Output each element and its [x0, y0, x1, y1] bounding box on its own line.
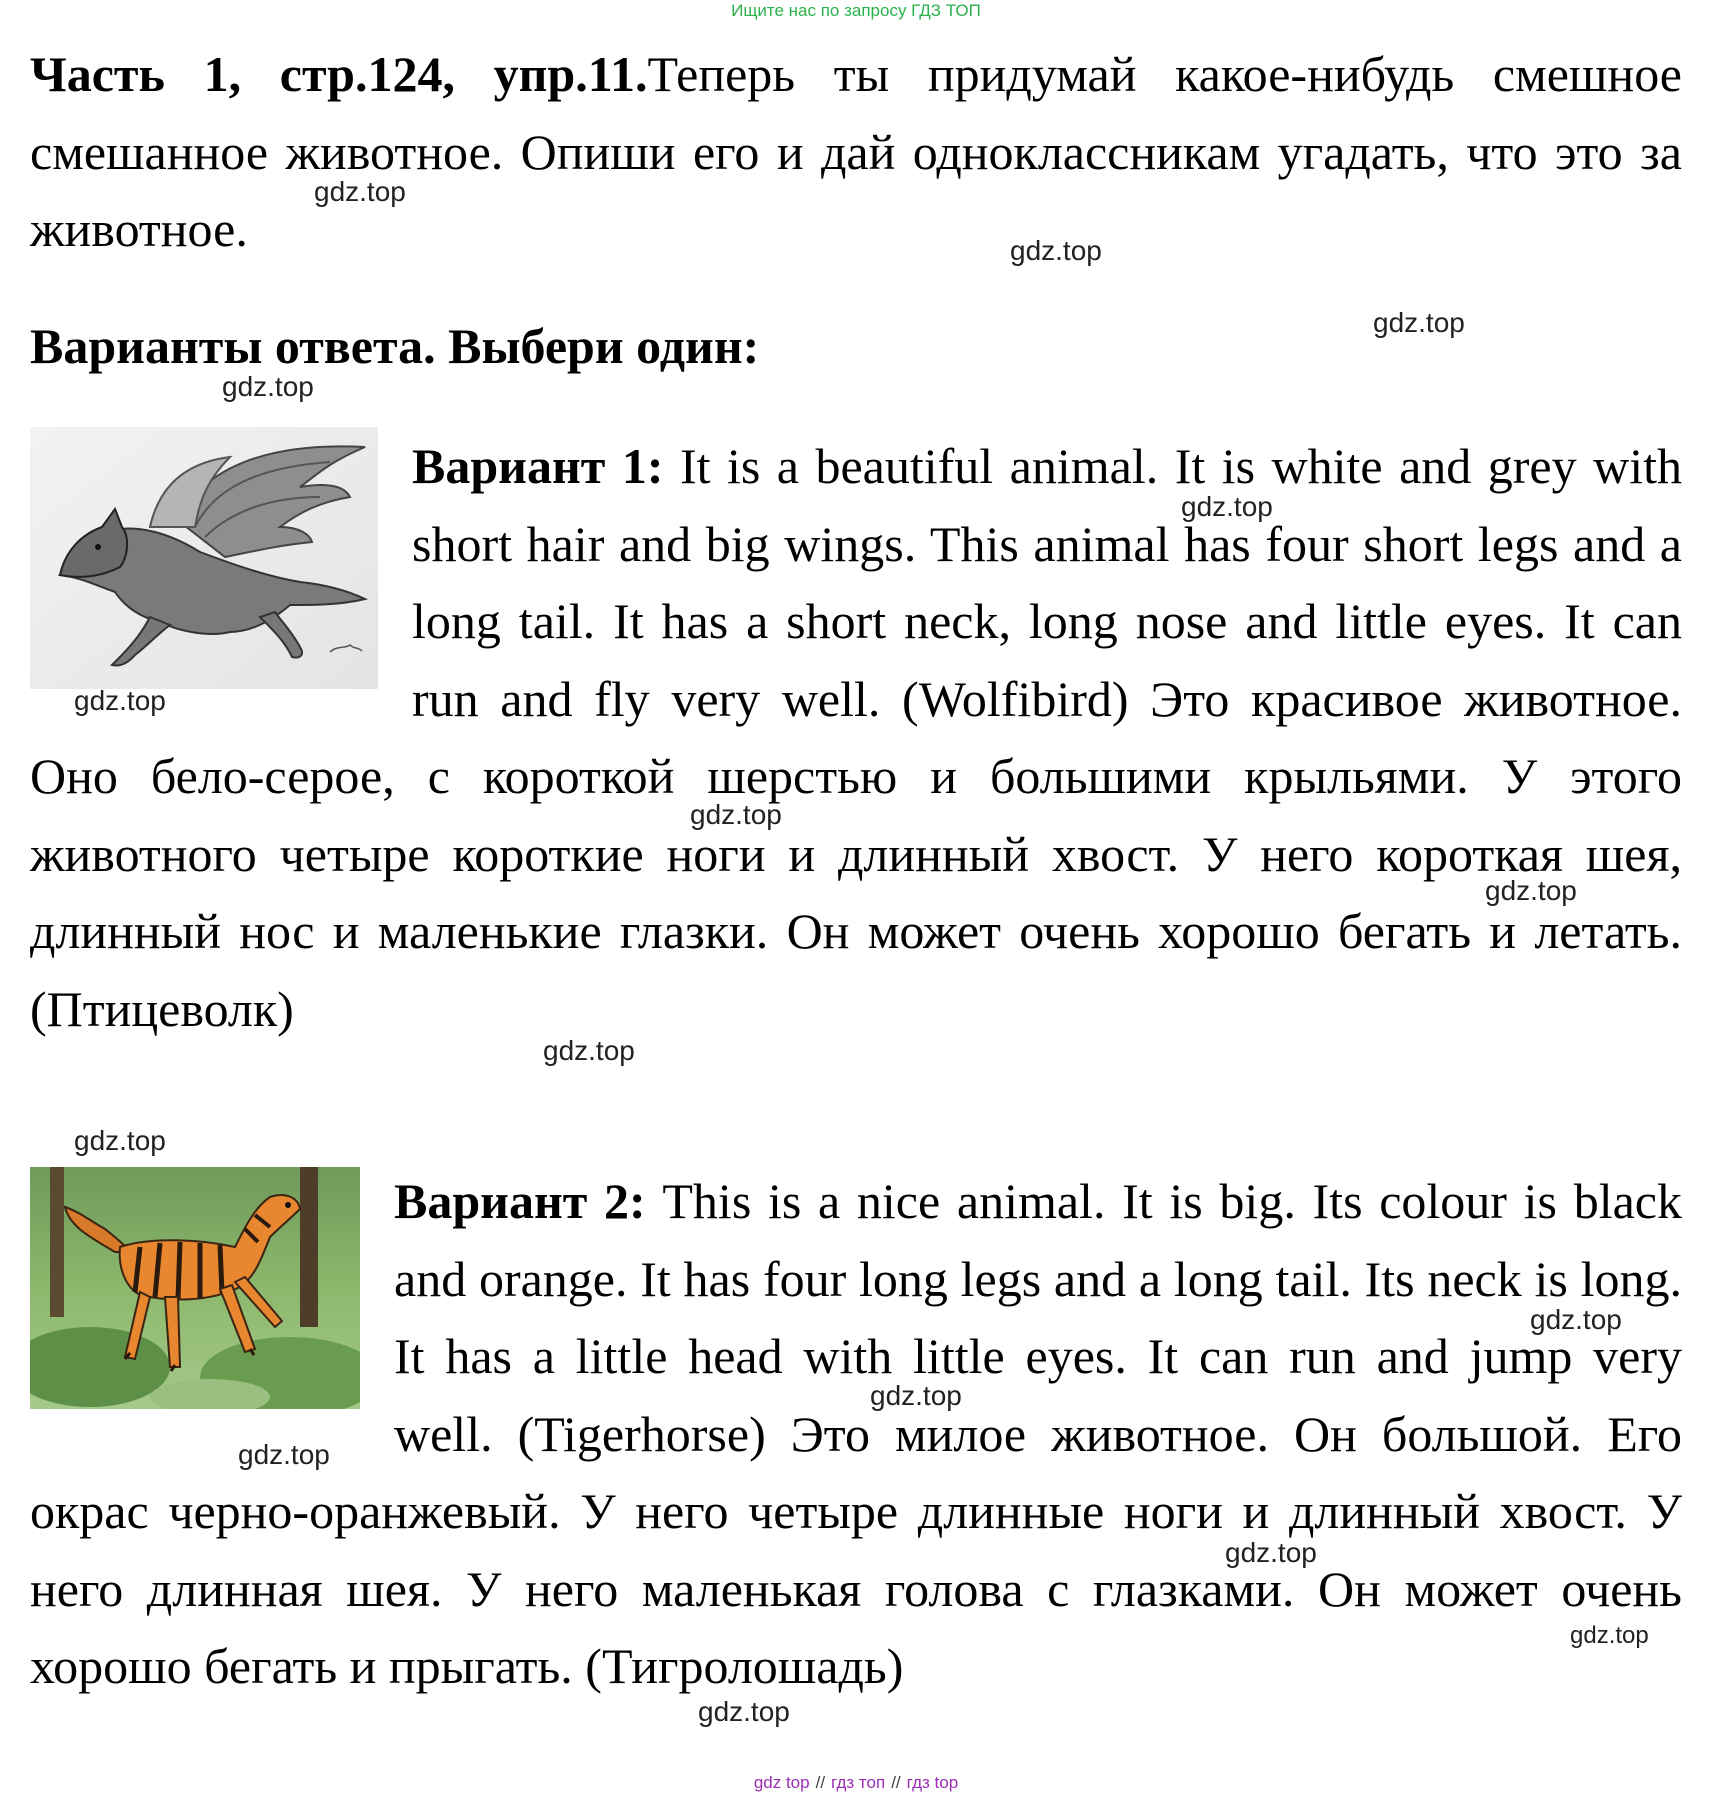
wolfibird-illustration — [30, 427, 412, 727]
variant-1-label: Вариант 1: — [412, 438, 664, 494]
watermark: gdz.top — [870, 1380, 962, 1411]
bottom-banner-c: гдз top — [906, 1773, 959, 1792]
watermark: gdz.top — [1181, 491, 1273, 522]
watermark: gdz.top — [238, 1439, 330, 1470]
variant-2-text-en: This is a nice animal. It is big. Its colour is black and orange. It has four long legs and a long tail. Its neck is long. It has a little head with little eyes. It can run and jump very well. (Tigerhorse) — [394, 1173, 1682, 1462]
variant-2-label: Вариант 2: — [394, 1173, 646, 1229]
bottom-banner-a: gdz top — [753, 1773, 810, 1792]
watermark: gdz.top — [1485, 875, 1577, 906]
watermark: gdz.top — [1570, 1622, 1649, 1649]
task-text: Теперь ты придумай какое-нибудь смешное смешанное животное. Опиши его и дай одноклассникам угадать, что это за животное. — [30, 46, 1682, 257]
task-reference: Часть 1, стр.124, упр.11. — [30, 46, 648, 102]
variant-1-text-ru: Это красивое животное. Оно бело-серое, с короткой шерстью и большими крыльями. У этого животного четыре короткие ноги и длинный хвост. У него короткая шея, длинный нос и маленькие глазки. Он может очень хорошо бегать и летать. (Птицеволк) — [30, 670, 1683, 1037]
watermark: gdz.top — [74, 685, 166, 716]
watermark: gdz.top — [1010, 235, 1102, 266]
answers-heading: Варианты ответа. Выбери один: — [30, 318, 760, 374]
watermark: gdz.top — [1373, 307, 1465, 338]
bottom-banner-separator: // — [891, 1773, 901, 1792]
watermark: gdz.top — [1530, 1304, 1622, 1335]
watermark: gdz.top — [543, 1035, 635, 1066]
bottom-banner-separator: // — [815, 1773, 826, 1792]
variant-1-text-en: It is a beautiful animal. It is white and grey with short hair and big wings. This animal has four short legs and a long tail. It has a short neck, long nose and little eyes. It can run and fly very well. (Wolfibird) — [412, 438, 1682, 727]
watermark: gdz.top — [314, 176, 406, 207]
watermark: gdz.top — [690, 799, 782, 830]
tigerhorse-illustration — [30, 1167, 394, 1402]
task-paragraph — [30, 36, 1682, 269]
variant-1-paragraph — [30, 428, 1682, 1048]
bottom-banner — [0, 1772, 1712, 1794]
variant-2-paragraph — [30, 1163, 1682, 1706]
watermark: gdz.top — [222, 371, 314, 402]
top-banner: Ищите нас по запросу ГДЗ ТОП — [731, 1, 981, 20]
variant-2-text-ru: Это милое животное. Он большой. Его окрас черно-оранжевый. У него четыре длинные ноги и длинный хвост. У него длинная шея. У него маленькая голова с глазками. Он может очень хорошо бегать и прыгать. (Тигролошадь) — [30, 1405, 1682, 1694]
watermark: gdz.top — [1225, 1537, 1317, 1568]
watermark: gdz.top — [74, 1125, 166, 1156]
watermark: gdz.top — [698, 1696, 790, 1727]
bottom-banner-b: гдз топ — [831, 1773, 886, 1792]
